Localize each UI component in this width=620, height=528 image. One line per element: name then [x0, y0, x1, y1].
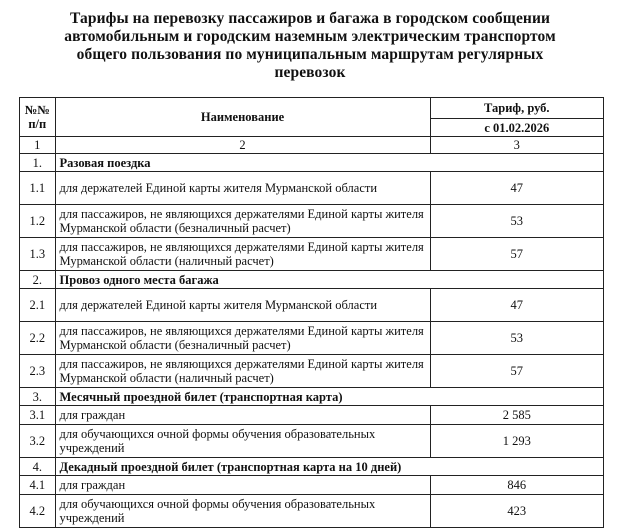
section-title: Месячный проездной билет (транспортная карта): [55, 388, 603, 406]
title-line-3: общего пользования по муниципальным маршрутам регулярных: [76, 46, 544, 63]
table-row: [20, 289, 604, 322]
row-number: 3.1: [20, 406, 56, 425]
column-number-2: 2: [55, 137, 430, 154]
row-tariff-value: 47: [430, 172, 603, 205]
column-number-row: [20, 137, 604, 154]
title-line-2: автомобильным и городским наземным электрическим транспортом: [64, 28, 556, 45]
row-number: 3.2: [20, 425, 56, 458]
row-name: для обучающихся очной формы обучения образовательных учреждений: [55, 425, 430, 458]
row-number: 1.3: [20, 238, 56, 271]
document-title: [18, 10, 602, 82]
row-number: 2.2: [20, 322, 56, 355]
row-tariff-value: 1 293: [430, 425, 603, 458]
section-row: [20, 458, 604, 476]
table-row: [20, 476, 604, 495]
header-tariff-date-cell: с 01.02.2026: [430, 119, 603, 137]
table-row: [20, 406, 604, 425]
row-name: для пассажиров, не являющихся держателями Единой карты жителя Мурманской области (наличный расчет): [55, 238, 430, 271]
section-number: 4.: [20, 458, 56, 476]
section-title: Декадный проездной билет (транспортная карта на 10 дней): [55, 458, 603, 476]
row-name: для граждан: [55, 476, 430, 495]
row-tariff-value: 423: [430, 495, 603, 528]
table-row: [20, 172, 604, 205]
title-line-4: перевозок: [274, 64, 346, 81]
table-row: [20, 322, 604, 355]
row-number: 2.3: [20, 355, 56, 388]
row-number: 1.2: [20, 205, 56, 238]
row-tariff-value: 53: [430, 205, 603, 238]
row-name: для пассажиров, не являющихся держателями Единой карты жителя Мурманской области (наличный расчет): [55, 355, 430, 388]
table-row: [20, 205, 604, 238]
row-tariff-value: 846: [430, 476, 603, 495]
section-row: [20, 388, 604, 406]
row-name: для обучающихся очной формы обучения образовательных учреждений: [55, 495, 430, 528]
table-row: [20, 238, 604, 271]
header-number-cell: [20, 98, 56, 137]
section-number: 3.: [20, 388, 56, 406]
section-row: [20, 154, 604, 172]
header-tariff-cell: Тариф, руб.: [430, 98, 603, 119]
row-tariff-value: 57: [430, 355, 603, 388]
section-number: 2.: [20, 271, 56, 289]
table-row: [20, 425, 604, 458]
row-name: для граждан: [55, 406, 430, 425]
section-row: [20, 271, 604, 289]
row-name: для пассажиров, не являющихся держателями Единой карты жителя Мурманской области (безналичный расчет): [55, 322, 430, 355]
section-title: Разовая поездка: [55, 154, 603, 172]
column-number-3: 3: [430, 137, 603, 154]
row-number: 2.1: [20, 289, 56, 322]
row-number: 1.1: [20, 172, 56, 205]
table-row: [20, 355, 604, 388]
column-number-1: 1: [20, 137, 56, 154]
header-number-line-1: №№: [24, 103, 50, 117]
table-header-row: [20, 98, 604, 119]
title-line-1: Тарифы на перевозку пассажиров и багажа в городском сообщении: [69, 10, 551, 27]
section-title: Провоз одного места багажа: [55, 271, 603, 289]
row-number: 4.2: [20, 495, 56, 528]
row-number: 4.1: [20, 476, 56, 495]
header-number-line-2: п/п: [28, 117, 47, 131]
row-name: для пассажиров, не являющихся держателями Единой карты жителя Мурманской области (безналичный расчет): [55, 205, 430, 238]
header-name-cell: Наименование: [55, 98, 430, 137]
table-row: [20, 495, 604, 528]
tariffs-table: [19, 97, 604, 528]
row-tariff-value: 47: [430, 289, 603, 322]
section-number: 1.: [20, 154, 56, 172]
row-name: для держателей Единой карты жителя Мурманской области: [55, 289, 430, 322]
row-tariff-value: 53: [430, 322, 603, 355]
row-tariff-value: 57: [430, 238, 603, 271]
row-tariff-value: 2 585: [430, 406, 603, 425]
row-name: для держателей Единой карты жителя Мурманской области: [55, 172, 430, 205]
